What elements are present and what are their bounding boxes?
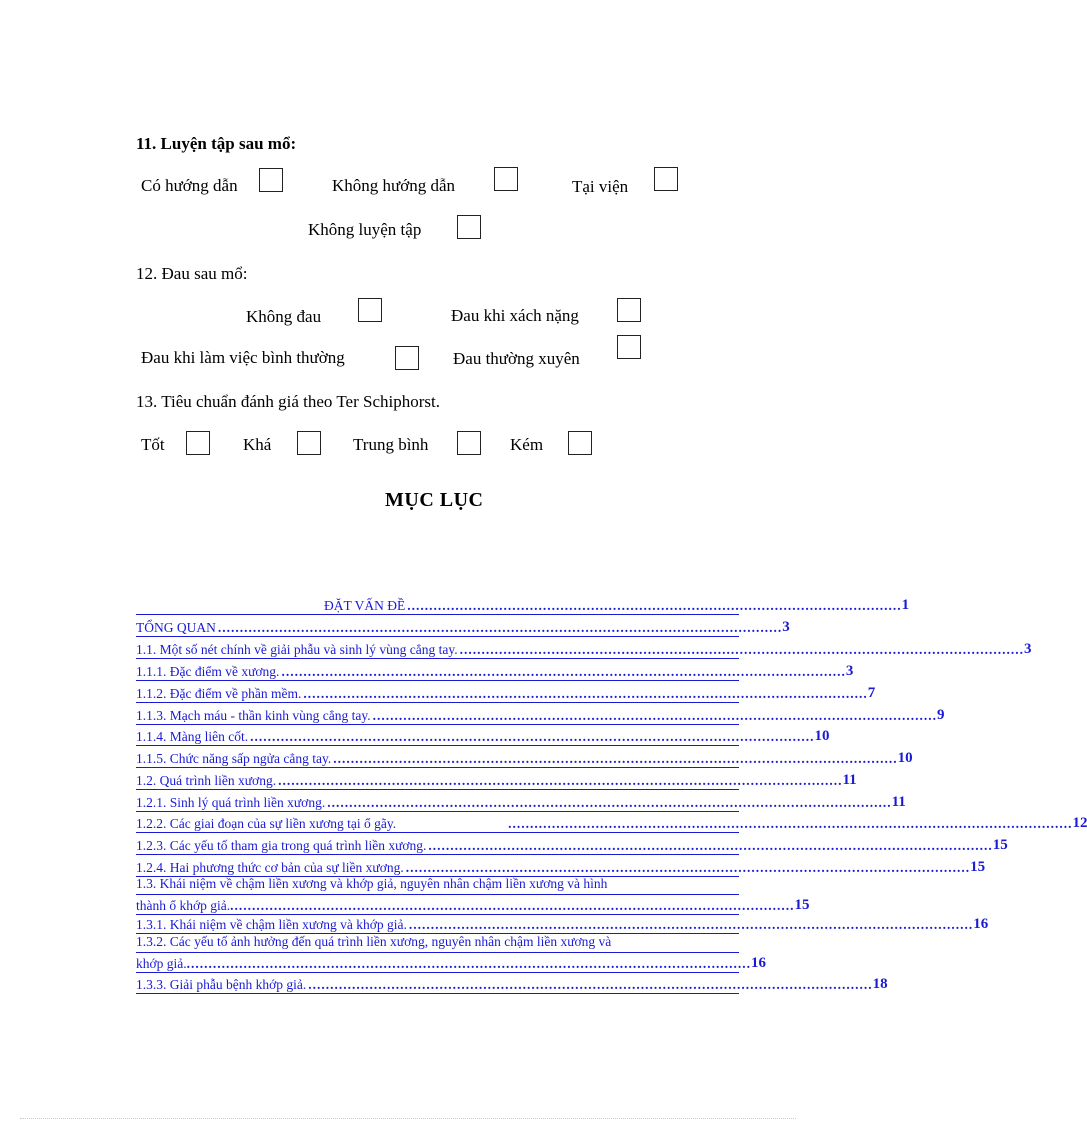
toc-leader: .................................................................................................................................: [308, 977, 873, 992]
toc-leader: .................................................................................................................................: [303, 686, 868, 701]
toc-entry-page: 11: [842, 772, 857, 788]
q13-option-label-average: Trung bình: [353, 435, 429, 454]
toc-leader: .................................................................................................................................: [333, 751, 898, 766]
toc-entry-label: 1.1.5. Chức năng sấp ngửa cẳng tay.: [136, 751, 332, 766]
toc-entry[interactable]: [136, 596, 910, 615]
q11-checkbox-guided[interactable]: [259, 168, 283, 192]
q12-title: 12. Đau sau mổ:: [136, 264, 248, 283]
toc-leader: .................................................................................................................................: [186, 956, 752, 971]
toc-entry[interactable]: [136, 836, 1008, 855]
toc-entry-label: 1.2.1. Sinh lý quá trình liền xương.: [136, 795, 326, 810]
toc-entry[interactable]: [136, 618, 790, 637]
toc-entry[interactable]: [136, 706, 945, 725]
q13-checkbox-poor[interactable]: [568, 431, 592, 455]
toc-entry-label: 1.3.2. Các yếu tố ảnh hưởng đến quá trình liền xương, nguyên nhân chậm liền xương và: [136, 934, 739, 953]
toc-entry-page: 16: [973, 916, 989, 932]
q11-option-label-hospital: Tại viện: [572, 177, 629, 196]
q11-checkbox-unguided[interactable]: [494, 167, 518, 191]
q12-checkbox-no-pain[interactable]: [358, 298, 382, 322]
q13-checkbox-fair[interactable]: [297, 431, 321, 455]
q12-option-label-frequent: Đau thường xuyên: [453, 349, 580, 368]
toc-entry-label: 1.3. Khái niệm về chậm liền xương và khớp giả, nguyên nhân chậm liền xương và hình: [136, 876, 739, 895]
toc-leader: .................................................................................................................................: [217, 620, 783, 635]
toc-entry-label: 1.1. Một số nét chính về giải phẫu và sinh lý vùng cẳng tay.: [136, 642, 458, 657]
toc-entry-page: 15: [970, 859, 986, 875]
toc-entry-page: 11: [891, 794, 906, 810]
toc-entry-label: 1.2.2. Các giai đoạn của sự liền xương tại ổ gãy.: [136, 816, 397, 831]
toc-entry-label: 1.2.3. Các yếu tố tham gia trong quá trình liền xương.: [136, 838, 427, 853]
toc-heading: MỤC LỤC: [385, 489, 484, 511]
toc-entry-label: ĐẶT VẤN ĐỀ: [324, 598, 406, 613]
toc-leader: .................................................................................................................................: [372, 708, 937, 723]
toc-entry[interactable]: [136, 749, 913, 768]
toc-entry-label: 1.1.1. Đặc điểm về xương.: [136, 664, 280, 679]
toc-entry[interactable]: [136, 975, 888, 994]
toc-entry[interactable]: [136, 858, 986, 877]
q12-checkbox-normal-work[interactable]: [395, 346, 419, 370]
q12-option-label-lifting: Đau khi xách nặng: [451, 306, 579, 325]
q12-checkbox-lifting[interactable]: [617, 298, 641, 322]
toc-entry-page: 9: [936, 707, 945, 723]
q11-option-label-none: Không luyện tập: [308, 220, 422, 239]
q13-checkbox-average[interactable]: [457, 431, 481, 455]
toc-entry-label: 1.1.3. Mạch máu - thần kinh vùng cẳng tay.: [136, 708, 371, 723]
q11-checkbox-hospital[interactable]: [654, 167, 678, 191]
toc-leader: .................................................................................................................................: [327, 795, 892, 810]
q11-checkbox-none[interactable]: [457, 215, 481, 239]
toc-entry-page: 3: [845, 663, 854, 679]
toc-leader: .................................................................................................................: [407, 598, 902, 613]
toc-entry-page: 18: [872, 976, 888, 992]
toc-entry-label: 1.1.4. Màng liên cốt.: [136, 729, 249, 744]
toc-leader: .................................................................................................................................: [459, 642, 1024, 657]
toc-entry-page: 10: [897, 750, 913, 766]
q12-option-label-normal-work: Đau khi làm việc bình thường: [141, 348, 345, 367]
toc-entry[interactable]: [136, 814, 1087, 833]
toc-entry-page: 10: [814, 728, 830, 744]
q12-checkbox-frequent[interactable]: [617, 335, 641, 359]
toc-entry-label: 1.3.1. Khái niệm về chậm liền xương và khớp giả.: [136, 917, 407, 932]
q12-option-label-no-pain: Không đau: [246, 307, 322, 326]
toc-leader: .................................................................................................................................: [281, 664, 846, 679]
toc-entry-label-continued: khớp giả.: [136, 956, 187, 971]
toc-entry[interactable]: [136, 684, 876, 703]
toc-leader: .................................................................................................................................: [250, 729, 815, 744]
q11-option-label-guided: Có hướng dẫn: [141, 176, 238, 195]
toc-entry-page: 15: [794, 897, 810, 913]
q13-option-label-good: Tốt: [141, 435, 165, 454]
toc-entry[interactable]: [136, 727, 830, 746]
toc-entry-label: 1.2. Quá trình liền xương.: [136, 773, 277, 788]
toc-entry-label: 1.1.2. Đặc điểm về phần mềm.: [136, 686, 302, 701]
page-bottom-border: [20, 1118, 796, 1119]
toc-entry-page: 16: [751, 955, 767, 971]
toc-leader: .................................................................................................................................: [428, 838, 993, 853]
q11-title: 11. Luyện tập sau mổ:: [136, 134, 297, 153]
toc-entry[interactable]: [136, 771, 857, 790]
toc-entry-label: 1.3.3. Giải phẫu bệnh khớp giả.: [136, 977, 307, 992]
toc-entry[interactable]: [136, 915, 989, 934]
toc-leader: .................................................................................................................................: [405, 860, 971, 875]
toc-leader: .................................................................................................................................: [508, 816, 1073, 831]
toc-leader: .................................................................................................................................: [230, 898, 795, 913]
toc-entry[interactable]: [136, 793, 906, 812]
q13-option-label-poor: Kém: [510, 435, 544, 454]
toc-leader: .................................................................................................................................: [278, 773, 843, 788]
toc-entry-page: 15: [992, 837, 1008, 853]
q13-title: 13. Tiêu chuẩn đánh giá theo Ter Schiphorst.: [136, 392, 440, 411]
toc-entry[interactable]: [136, 640, 1032, 659]
toc-entry-label: TỔNG QUAN: [136, 620, 216, 635]
q13-option-label-fair: Khá: [243, 435, 272, 454]
toc-entry-label-continued: thành ổ khớp giả.: [136, 898, 231, 913]
toc-entry-label: 1.2.4. Hai phương thức cơ bản của sự liền xương.: [136, 860, 404, 875]
toc-entry-page: 7: [867, 685, 876, 701]
q13-checkbox-good[interactable]: [186, 431, 210, 455]
toc-entry-page: 3: [782, 619, 790, 635]
toc-entry-page: 1: [901, 597, 910, 613]
toc-leader: .................................................................................................................................: [408, 917, 974, 932]
toc-entry[interactable]: [136, 934, 767, 973]
toc-entry-page: 3: [1023, 641, 1032, 657]
toc-entry[interactable]: [136, 876, 810, 915]
q11-option-label-unguided: Không hướng dẫn: [332, 176, 456, 195]
toc-entry-page: 12: [1072, 815, 1087, 831]
toc-entry[interactable]: [136, 662, 854, 681]
